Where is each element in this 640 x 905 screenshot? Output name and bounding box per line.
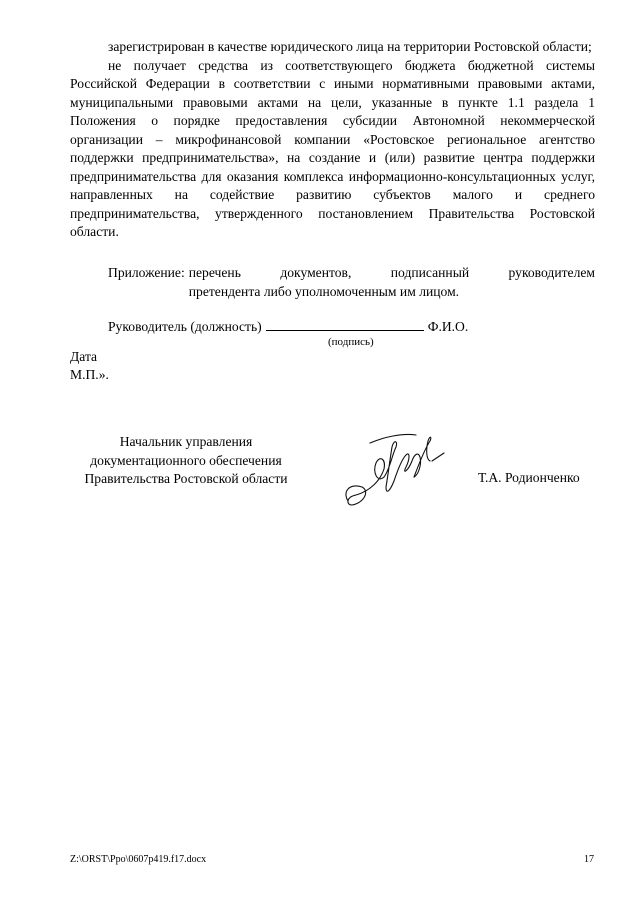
handwritten-signature (340, 425, 452, 511)
body-paragraph-registration: зарегистрирован в качестве юридического лица на территории Ростовской области; (108, 39, 592, 54)
appendix-content (189, 264, 595, 301)
appendix-label: Приложение: (108, 265, 185, 280)
official-position-line-1: Начальник управления (119, 434, 253, 449)
document-body (70, 38, 595, 242)
footer-page-number: 17 (584, 854, 594, 865)
appendix-block (108, 264, 595, 301)
official-position-line-3: Правительства Ростовской области (84, 471, 288, 486)
signature-caption: (подпись) (328, 336, 374, 348)
head-signature-line (108, 316, 468, 337)
date-label: Дата (70, 349, 98, 364)
stamp-label: М.П.». (70, 367, 109, 382)
appendix-line-2: претендента либо уполномоченным им лицом. (188, 283, 460, 299)
head-position-label: Руководитель (должность) (108, 319, 262, 334)
appendix-line-1: перечень документов, подписанный руководителем (188, 265, 595, 280)
signature-underline (266, 316, 424, 331)
body-paragraph-funding: не получает средства из соответствующего бюджета бюджетной системы Российской Федерации в соответствии с иными нормативными правовыми актами, муниципальными правовыми актами на цели, указанные в пункте 1.1 раздела 1 Положения о порядке предоставления субсидии Автономной некоммерческой организации – микрофинансовой компании «Ростовское региональное агентство поддержки предпринимательства», на создание и (или) развитие центра поддержки предпринимательства для оказания комплекса информационно-консультационных услуг, направленных на содействие развитию субъектов малого и среднего предпринимательства, утвержденного постановлением Правительства Ростовской области. (70, 57, 595, 239)
official-position-line-2: документационного обеспечения (90, 452, 282, 468)
footer-file-path: Z:\ORST\Ppo\0607p419.f17.docx (70, 854, 207, 865)
fio-label: Ф.И.О. (427, 319, 469, 334)
official-name: Т.А. Родионченко (478, 470, 580, 485)
official-position (70, 433, 302, 489)
